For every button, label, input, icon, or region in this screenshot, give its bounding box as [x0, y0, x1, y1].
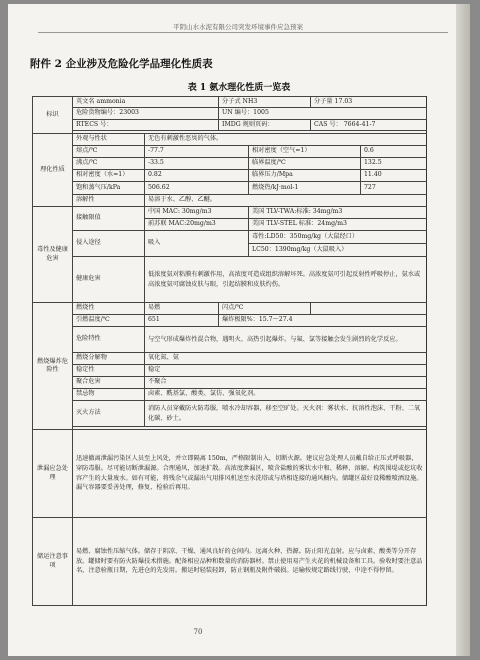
combustion-heat-label: 燃烧热/kJ·mol-1	[249, 182, 361, 195]
solubility-value: 易溶于水、乙醇、乙醚。	[145, 195, 427, 207]
toxicity-ld50: 毒性:LD50：350mg/kg（大鼠经口）	[249, 231, 427, 244]
appearance-value: 无色有刺激性恶臭的气体。	[145, 134, 427, 146]
category-physchem: 理化性质	[33, 134, 73, 207]
combustion-products-value: 氧化氮、氨	[145, 353, 427, 365]
stability-label: 稳定性	[73, 365, 145, 377]
vapor-pressure-value: 506.62	[145, 182, 249, 195]
header-rule	[38, 32, 448, 33]
molecular-formula: 分子式 NH3	[219, 97, 311, 108]
category-health: 毒性及健康危害	[33, 207, 73, 303]
incompatible-value: 卤素、酰基氯、酸类、氯仿、强氧化剂。	[145, 389, 427, 401]
document-page	[8, 4, 470, 656]
explosive-limits: 爆炸极限%：15.7～27.4	[219, 315, 427, 327]
intake-route-label: 侵入途径	[73, 231, 145, 257]
boiling-point-label: 沸点/℃	[73, 158, 145, 170]
running-header: 平阴山水水泥有限公司突发环境事件应急预案	[173, 23, 303, 31]
health-hazard-label: 健康危害	[73, 257, 145, 303]
relative-density-air-label: 相对密度（空气=1）	[249, 146, 361, 158]
leak-response-text: 迅速撤离泄漏污染区人员至上风处，并立即隔离 150m，严格限制出入，切断火源。建议应急处理人员戴自给正压式呼吸器，穿防毒服。尽可能切断泄漏源。合理通风，加速扩散。高浓度泄漏区，喷含盐酸的雾状水中和、稀释、溶解。构筑围堤或挖坑收容产生的大量废水。如有可能，将残余气或漏出气用排风机送至水洗塔或与塔相连接的通风橱内。储罐区最好设稀酸喷洒设施。漏气容器要妥善处理，修复、检验后再用。	[73, 430, 427, 518]
flammability-label: 燃烧性	[73, 303, 145, 315]
boiling-point-value: -33.5	[145, 158, 249, 170]
ignition-temp-label: 引燃温度/℃	[73, 315, 145, 327]
flash-point-label: 闪点/℃	[219, 303, 311, 315]
relative-density-air-value: 0.6	[361, 146, 427, 158]
category-identity: 标识	[33, 97, 73, 134]
incompatible-label: 禁忌物	[73, 389, 145, 401]
danger-characteristics-value: 与空气形成爆炸性混合物，遇明火、高热引起爆炸。与氟、氯等接触会发生剧烈的化学反应。	[145, 327, 427, 353]
toxicity-lc50: LC50：1390mg/kg（大鼠吸入）	[249, 244, 427, 257]
stability-value: 稳定	[145, 365, 427, 377]
danger-characteristics-label: 危险特性	[73, 327, 145, 353]
melting-point-value: -77.7	[145, 146, 249, 158]
rtecs-number: RTECS 号：	[73, 119, 219, 130]
book-spine	[456, 4, 470, 656]
polymerization-value: 不聚合	[145, 377, 427, 389]
critical-temperature-value: 132.5	[361, 158, 427, 170]
extinguishing-label: 灭火方法	[73, 401, 145, 427]
table-title: 表 1 氨水理化性质一览表	[187, 83, 291, 93]
polymerization-label: 聚合危害	[73, 377, 145, 389]
appearance-label: 外观与性状	[73, 134, 145, 146]
relative-density-water-value: 0.82	[145, 170, 249, 182]
extinguishing-value: 消防人员穿戴防火防毒服，喷水冷却容器，移至空旷处。灭火剂：雾状水、抗溶性泡沫、干粉、二氧化碳、砂土。	[145, 401, 427, 427]
molecular-weight: 分子量 17.03	[311, 97, 427, 108]
page-number: 70	[193, 628, 203, 636]
section-title: 附件 2 企业涉及危险化学品理化性质表	[30, 58, 213, 70]
us-tlv-stel: 美国 TLV-STEL 标准：24mg/m3	[249, 219, 427, 231]
category-leak: 泄漏应急处理	[33, 430, 73, 518]
category-storage: 储运注意事项	[33, 518, 73, 606]
relative-density-water-label: 相对密度（水=1）	[73, 170, 145, 182]
combustion-heat-value: 727	[361, 182, 427, 195]
un-number: UN 编号：1005	[219, 108, 427, 119]
critical-pressure-value: 11.40	[361, 170, 427, 182]
solubility-label: 溶解性	[73, 195, 145, 207]
dangerous-goods-number: 危险货物编号：23003	[73, 108, 219, 119]
soviet-mac: 前苏联 MAC:20mg/m3	[145, 219, 249, 231]
critical-pressure-label: 临界压力/Mpa	[249, 170, 361, 182]
melting-point-label: 熔点/℃	[73, 146, 145, 158]
health-hazard-value: 低浓度氨对粘膜有刺激作用，高浓度可造成组织溶解坏死。高浓度氨可引起反射性呼吸停止，氨水或高浓度氨可腐蚀皮肤与眼，引起结膜和皮肤灼伤。	[145, 257, 427, 303]
flash-point-value	[311, 303, 427, 315]
combustion-products-label: 燃烧分解物	[73, 353, 145, 365]
imdg-page: IMDG 规则页码：	[219, 119, 311, 130]
category-fire: 燃烧爆炸危险性	[33, 303, 73, 430]
exposure-limits-label: 接触限值	[73, 207, 145, 231]
ignition-temp-value: 651	[145, 315, 219, 327]
us-tlv-twa: 美国 TLV-TWA:标准: 34mg/m3	[249, 207, 427, 219]
flammability-value: 易燃	[145, 303, 219, 315]
storage-transport-text: 易燃、腐蚀性压缩气体。储存于阴凉、干燥、通风良好的仓间内。远离火种、热源。防止阳光直射。应与卤素、酸类等分开存放。罐储时要有防火防爆技术措施。配备相应品种和数量的消防器材。禁止使用易产生火花的机械设备和工具。验收时要注意品名，注意验瓶日期，先进仓的先发用。搬运时轻装轻卸，防止钢瓶及附件破损。运输按规定路线行驶，中途不得停留。	[73, 518, 427, 606]
critical-temperature-label: 临界温度/℃	[249, 158, 361, 170]
vapor-pressure-label: 饱和蒸气压/kPa	[73, 182, 145, 195]
ammonia-property-table	[32, 96, 427, 606]
china-mac: 中国 MAC: 30mg/m3	[145, 207, 249, 219]
english-name: 英文名 ammonia	[73, 97, 219, 108]
intake-route-value: 吸入	[145, 231, 249, 257]
cas-number: CAS 号： 7664-41-7	[311, 119, 427, 130]
